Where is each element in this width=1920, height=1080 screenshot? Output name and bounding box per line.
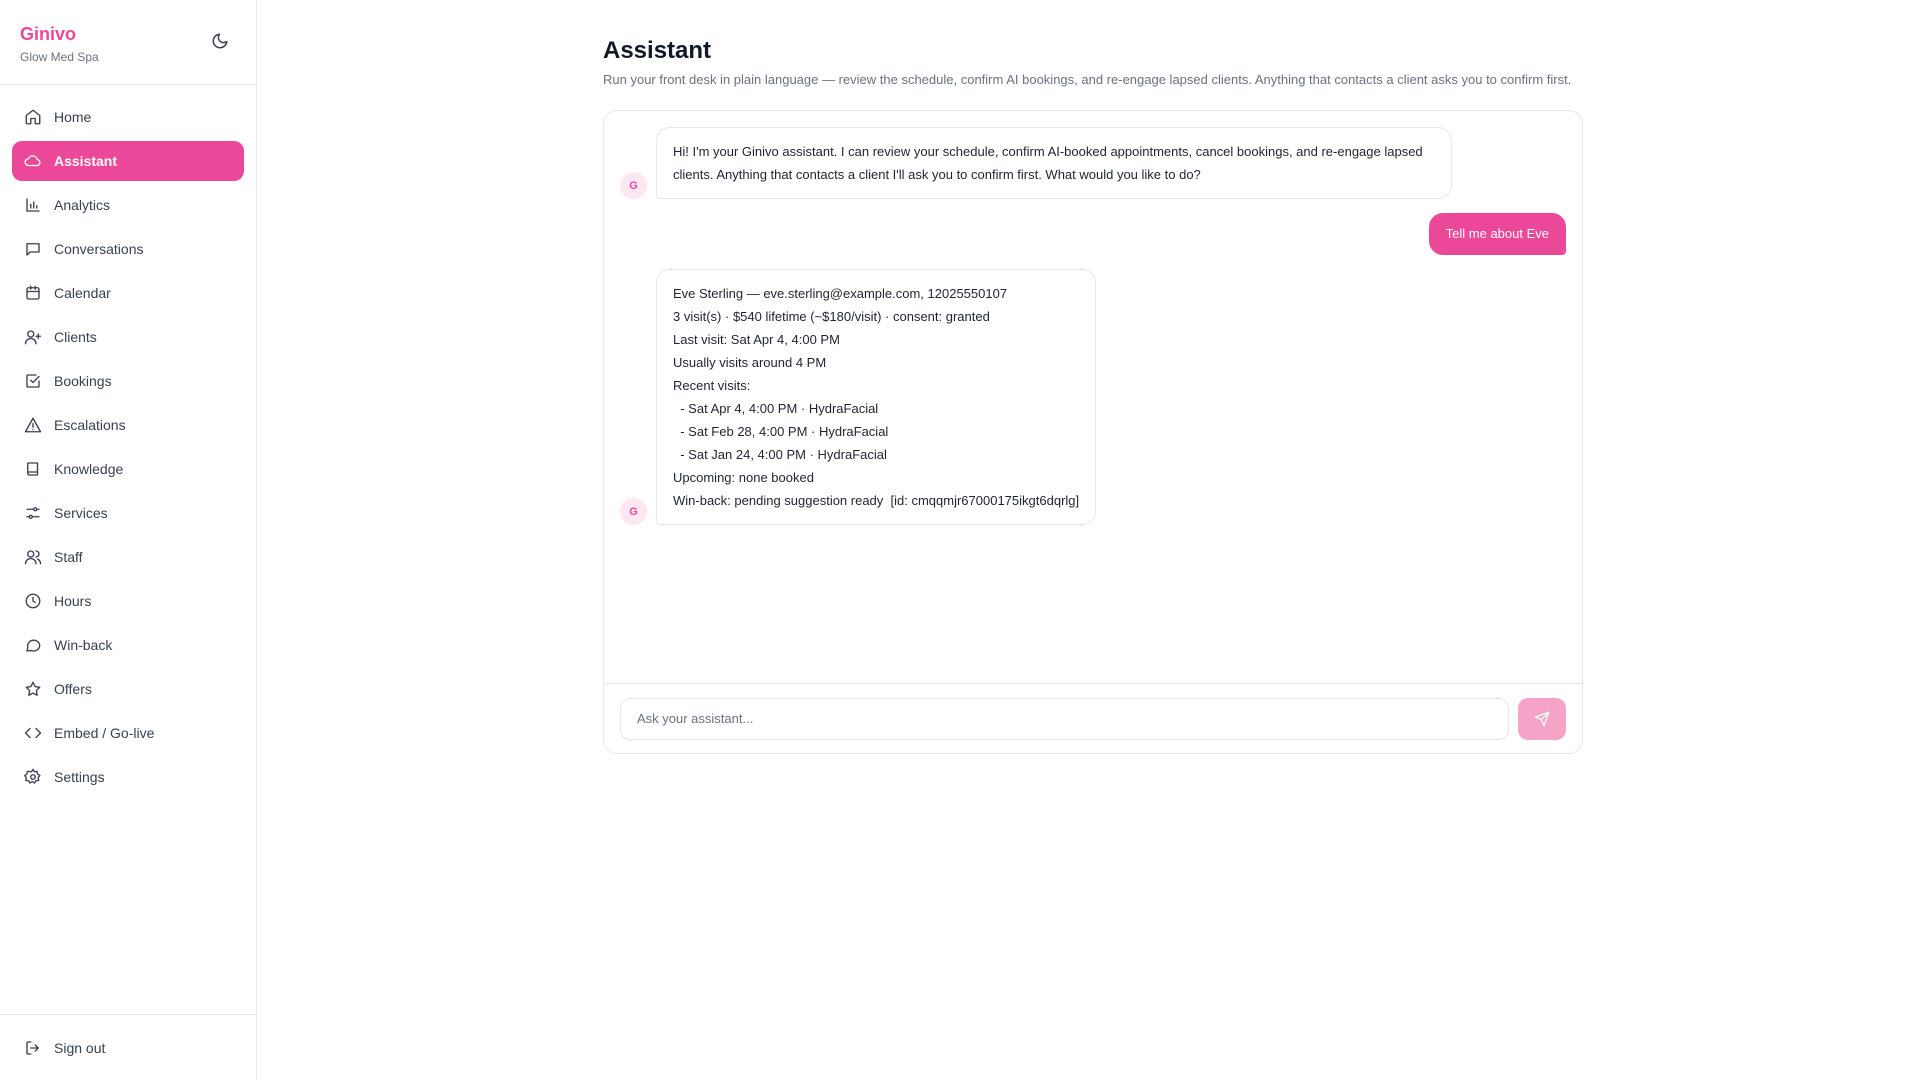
moon-icon — [211, 32, 229, 50]
sidebar-item-embed-go-live[interactable] — [12, 713, 244, 753]
sidebar-item-label: Hours — [54, 593, 92, 609]
calendar-icon — [24, 284, 42, 302]
sidebar-footer — [0, 1014, 256, 1080]
sidebar-item-label: Conversations — [54, 241, 144, 257]
sidebar-item-label: Staff — [54, 549, 83, 565]
bar-chart-icon — [24, 196, 42, 214]
sidebar-item-offers[interactable] — [12, 669, 244, 709]
user-plus-icon — [24, 328, 42, 346]
theme-toggle-button[interactable] — [208, 29, 232, 53]
sidebar-item-label: Settings — [54, 769, 105, 785]
sidebar-item-label: Calendar — [54, 285, 111, 301]
assistant-page — [603, 36, 1583, 754]
assistant-input[interactable] — [620, 698, 1509, 740]
sidebar-item-staff[interactable] — [12, 537, 244, 577]
sidebar-item-label: Home — [54, 109, 92, 125]
chat-panel — [603, 110, 1583, 754]
sign-out-button[interactable] — [12, 1028, 244, 1068]
sidebar-item-win-back[interactable] — [12, 625, 244, 665]
sidebar-item-services[interactable] — [12, 493, 244, 533]
sidebar-item-knowledge[interactable] — [12, 449, 244, 489]
sidebar-item-label: Offers — [54, 681, 92, 697]
sidebar-item-hours[interactable] — [12, 581, 244, 621]
sidebar-item-conversations[interactable] — [12, 229, 244, 269]
sidebar-item-label: Knowledge — [54, 461, 124, 477]
sidebar-item-label: Win-back — [54, 637, 113, 653]
assistant-avatar: G — [620, 172, 647, 199]
send-icon — [1534, 711, 1550, 727]
page-title: Assistant — [603, 37, 712, 64]
sidebar-item-label: Analytics — [54, 197, 111, 213]
assistant-message-bubble: Hi! I'm your Ginivo assistant. I can review your schedule, confirm AI-booked appointments, cancel bookings, and re-engage lapsed clients. Anything that contacts a client I'll ask you to confirm first. What would you like to do? — [656, 127, 1452, 199]
sidebar-item-analytics[interactable] — [12, 185, 244, 225]
sidebar-item-bookings[interactable] — [12, 361, 244, 401]
sidebar-item-calendar[interactable] — [12, 273, 244, 313]
sidebar-item-settings[interactable] — [12, 757, 244, 797]
sliders-icon — [24, 504, 42, 522]
star-icon — [24, 680, 42, 698]
page-description: Run your front desk in plain language — review the schedule, confirm AI bookings, and re-engage lapsed clients. Anything that contacts a client asks you to confirm first. — [603, 72, 1572, 87]
assistant-message-row — [620, 127, 1566, 199]
sidebar-item-label: Clients — [54, 329, 97, 345]
sidebar-item-label: Escalations — [54, 417, 126, 433]
clock-icon — [24, 592, 42, 610]
sidebar-item-home[interactable] — [12, 97, 244, 137]
sidebar — [0, 0, 257, 1080]
assistant-avatar: G — [620, 498, 647, 525]
user-message-row — [620, 213, 1566, 255]
sidebar-nav — [0, 85, 256, 1014]
check-square-icon — [24, 372, 42, 390]
alert-triangle-icon — [24, 416, 42, 434]
gear-icon — [24, 768, 42, 786]
sidebar-item-label: Services — [54, 505, 108, 521]
brand-header — [0, 0, 256, 85]
code-icon — [24, 724, 42, 742]
log-out-icon — [24, 1039, 42, 1057]
home-icon — [24, 108, 42, 126]
brand-name: Ginivo — [20, 24, 77, 44]
sidebar-item-assistant[interactable] — [12, 141, 244, 181]
main-area — [257, 0, 1920, 1080]
sidebar-item-label: Embed / Go-live — [54, 725, 155, 741]
sidebar-item-clients[interactable] — [12, 317, 244, 357]
message-square-icon — [24, 240, 42, 258]
assistant-message-row — [620, 269, 1566, 525]
bot-icon — [24, 152, 42, 170]
brand-subtitle: Glow Med Spa — [20, 50, 99, 64]
send-button[interactable] — [1518, 698, 1566, 740]
assistant-message-bubble: Eve Sterling — eve.sterling@example.com, 12025550107 3 visit(s) · $540 lifetime (~$180/visit) · consent: granted Last visit: Sat Apr 4, 4:00 PM Usually visits around 4 PM Recent visits: - Sat Apr 4, 4:00 PM · HydraFacial - Sat Feb 28, 4:00 PM · HydraFacial - Sat Jan 24, 4:00 PM · HydraFacial Upcoming: none booked Win-back: pending suggestion ready [id: cmqqmjr67000175ikgt6dqrlg] — [656, 269, 1096, 525]
users-icon — [24, 548, 42, 566]
sign-out-label: Sign out — [54, 1039, 106, 1056]
message-list[interactable] — [604, 111, 1582, 683]
user-message-bubble: Tell me about Eve — [1429, 213, 1566, 255]
chat-composer — [604, 683, 1582, 753]
sidebar-item-label: Bookings — [54, 373, 112, 389]
message-circle-icon — [24, 636, 42, 654]
sidebar-item-label: Assistant — [54, 153, 118, 169]
book-icon — [24, 460, 42, 478]
sidebar-item-escalations[interactable] — [12, 405, 244, 445]
